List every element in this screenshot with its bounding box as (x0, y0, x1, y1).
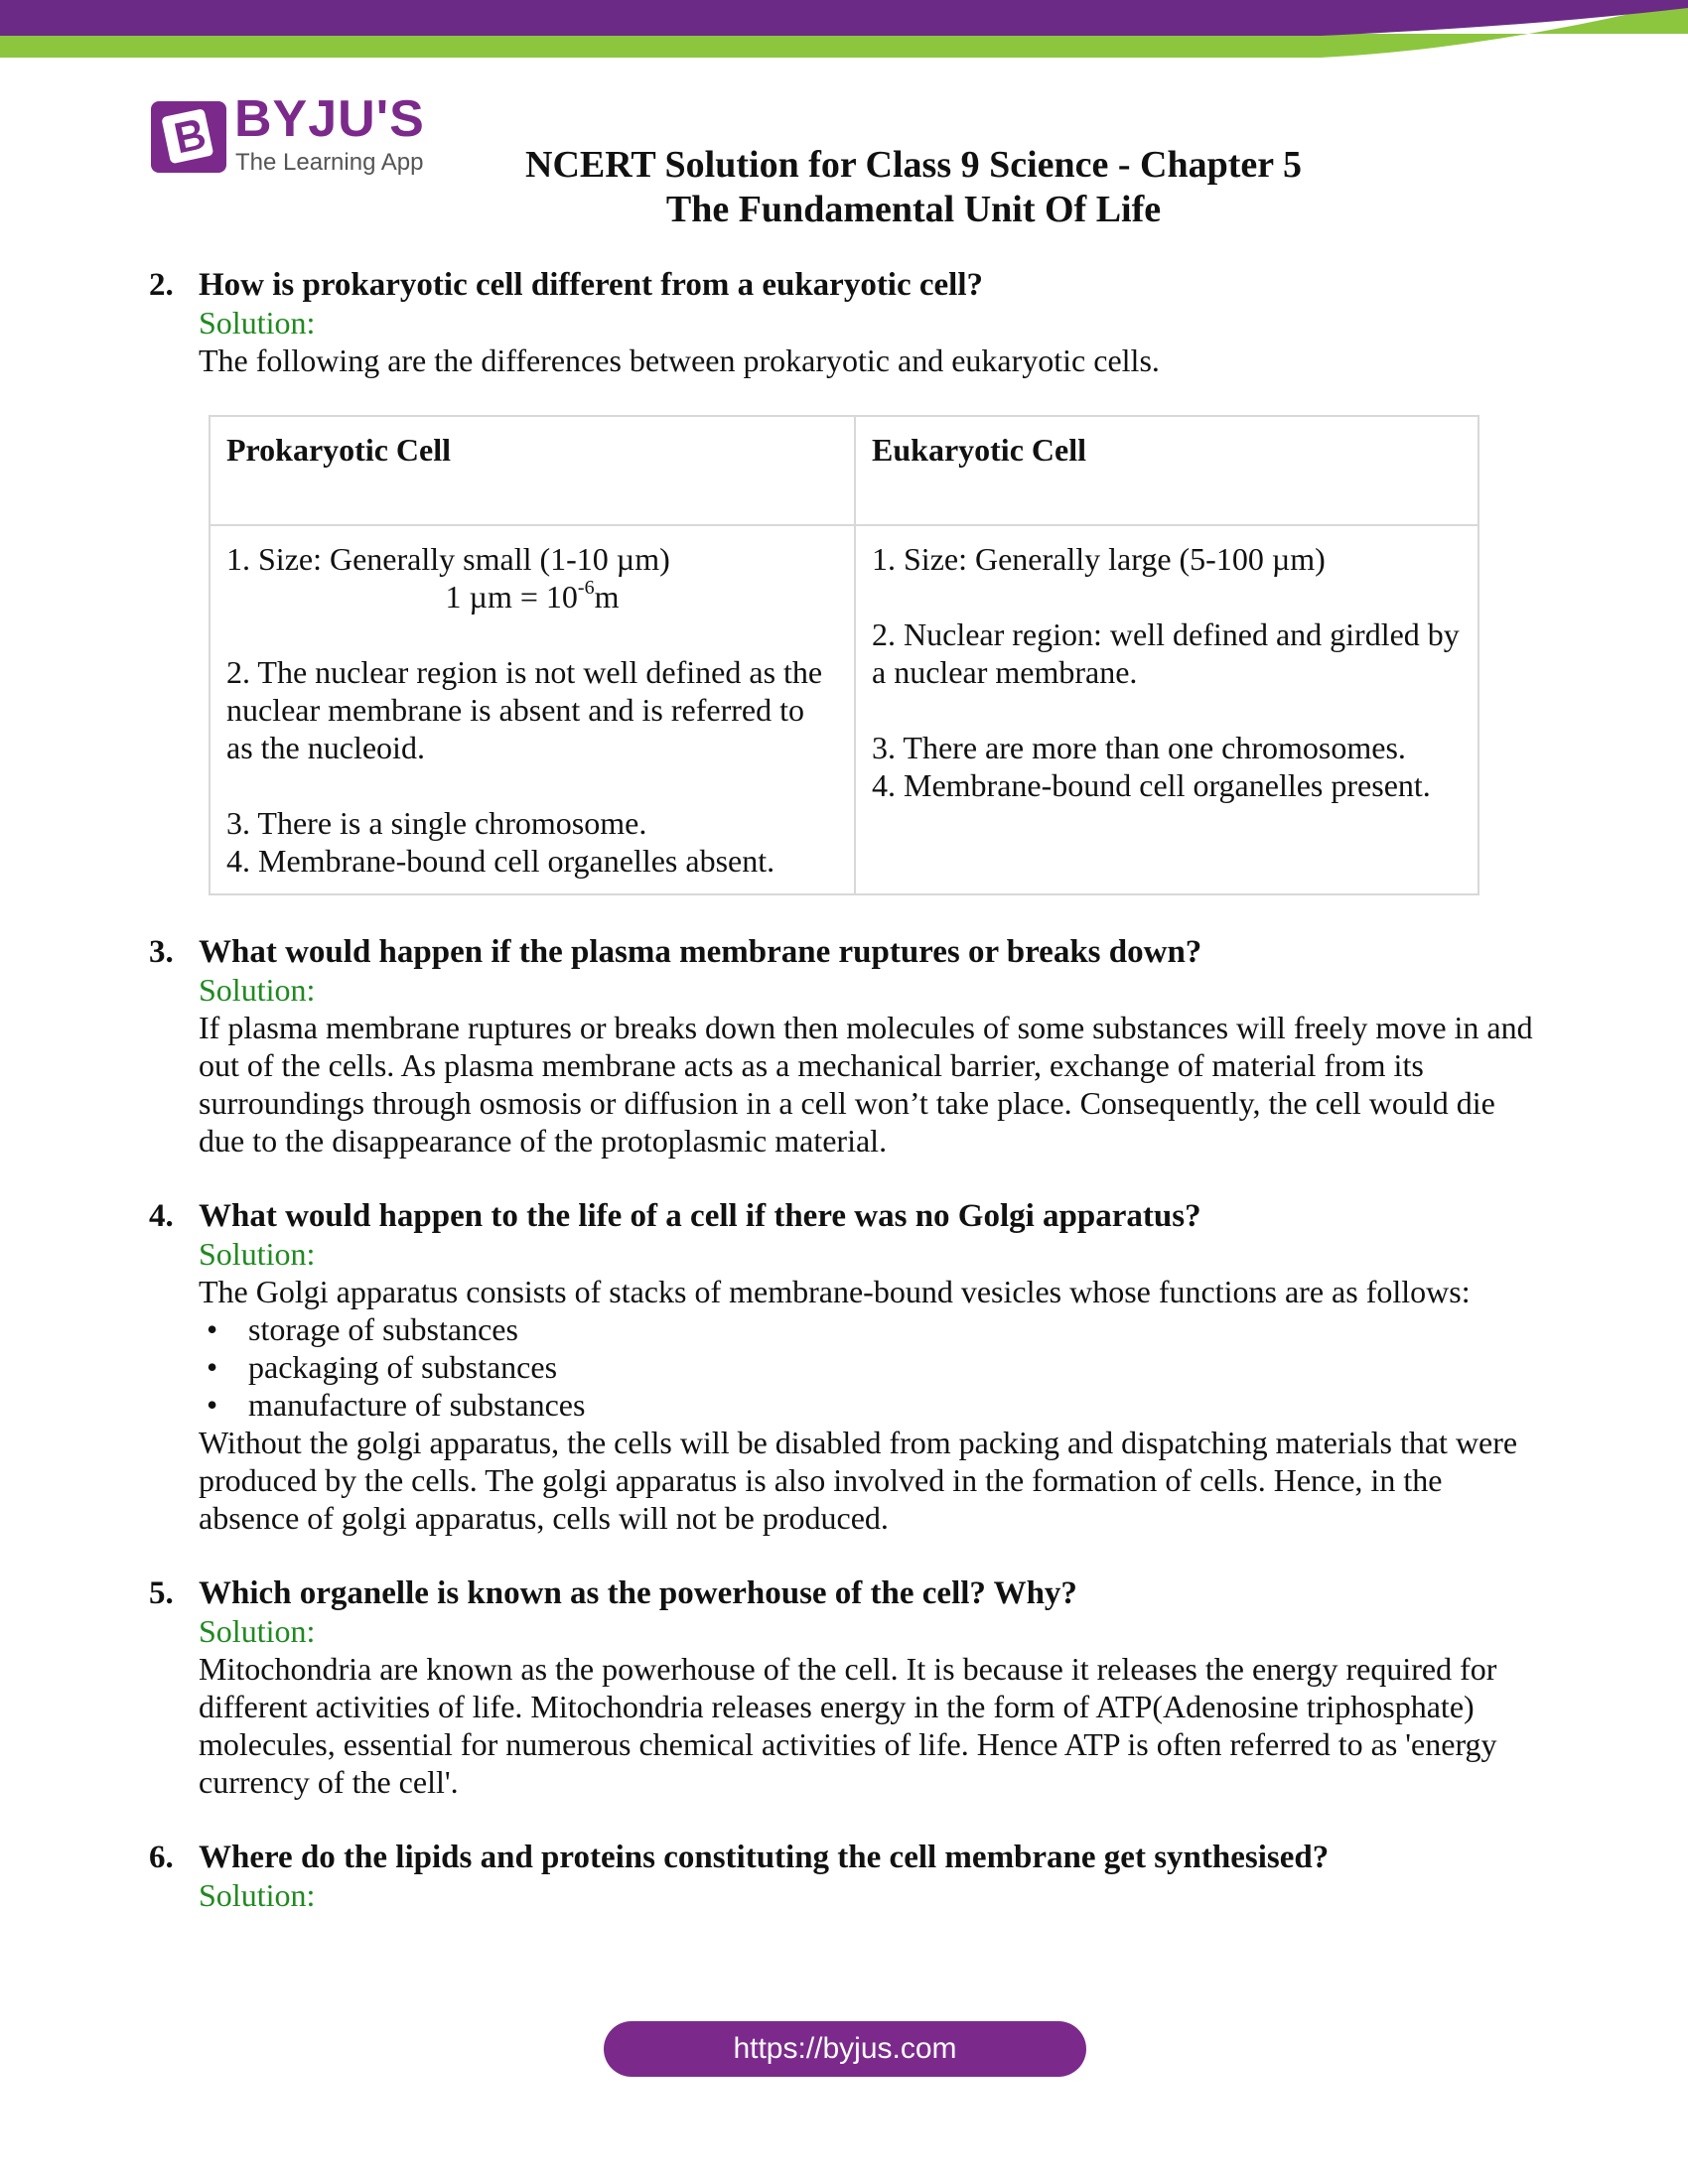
table-row (210, 525, 1478, 894)
question-5 (149, 1574, 1539, 1801)
solution-label: Solution: (199, 1236, 316, 1272)
answer-text: Without the golgi apparatus, the cells will be disabled from packing and dispatching materials that were produced by the cells. The golgi apparatus is also involved in the formation of cells. Hence, in the absence of golgi apparatus, cells will not be produced. (199, 1425, 1518, 1536)
byjus-logo-icon (149, 97, 228, 177)
bullet-icon: • (207, 1387, 218, 1423)
eukaryotic-size: 1. Size: Generally large (5-100 µm) (872, 541, 1326, 577)
eukaryotic-organelles: 4. Membrane-bound cell organelles present. (872, 767, 1431, 803)
question-text: What would happen to the life of a cell if there was no Golgi apparatus? (199, 1198, 1201, 1234)
list-item (199, 1310, 1539, 1348)
solution-label: Solution: (199, 305, 316, 341)
logo-tagline: The Learning App (235, 149, 424, 176)
questions-list (149, 266, 1539, 1952)
question-number: 3. (149, 934, 174, 970)
title-line-1: NCERT Solution for Class 9 Science - Chapter 5 (525, 144, 1302, 186)
list-item-text: storage of substances (248, 1311, 518, 1347)
conversion-base: 1 µm = 10 (445, 579, 578, 614)
list-item-text: packaging of substances (248, 1349, 558, 1385)
question-text: What would happen if the plasma membrane ruptures or breaks down? (199, 934, 1202, 970)
solution-label: Solution: (199, 972, 316, 1008)
table-header-prokaryotic: Prokaryotic Cell (210, 416, 855, 525)
page-title (457, 143, 1370, 232)
bullet-icon: • (207, 1311, 218, 1347)
byjus-logo (149, 90, 437, 183)
prokaryotic-size-block (226, 540, 838, 615)
question-text: How is prokaryotic cell different from a eukaryotic cell? (199, 267, 984, 303)
question-6 (149, 1839, 1539, 1914)
micrometer-conversion (226, 578, 838, 615)
eukaryotic-nuclear-region: 2. Nuclear region: well defined and girdled by a nuclear membrane. (872, 616, 1460, 690)
prokaryotic-nuclear-region: 2. The nuclear region is not well defined as the nuclear membrane is absent and is referred to as the nucleoid. (226, 654, 823, 765)
question-number: 6. (149, 1840, 174, 1875)
conversion-unit: m (594, 579, 620, 614)
question-3 (149, 933, 1539, 1160)
prokaryotic-cell (210, 525, 855, 894)
table-header-row (210, 416, 1478, 525)
answer-intro: The Golgi apparatus consists of stacks of membrane-bound vesicles whose functions are as follows: (199, 1274, 1471, 1309)
conversion-exponent: -6 (577, 577, 595, 599)
solution-label: Solution: (199, 1613, 316, 1649)
answer-text: Mitochondria are known as the powerhouse of the cell. It is because it releases the energy required for different activities of life. Mitochondria releases energy in the form of ATP(Adenosine triphosphate) molecules, essential for numerous chemical activities of life. Hence ATP is often referred to as 'energy currency of the cell'. (199, 1651, 1497, 1800)
question-text: Which organelle is known as the powerhouse of the cell? Why? (199, 1575, 1077, 1611)
eukaryotic-cell (855, 525, 1478, 894)
list-item-text: manufacture of substances (248, 1387, 586, 1423)
bullet-icon: • (207, 1349, 218, 1385)
question-number: 5. (149, 1575, 174, 1611)
question-2 (149, 266, 1539, 895)
list-item (199, 1386, 1539, 1424)
prokaryotic-organelles: 4. Membrane-bound cell organelles absent. (226, 843, 775, 879)
prokaryotic-size: 1. Size: Generally small (1-10 µm) (226, 541, 670, 577)
question-text: Where do the lipids and proteins constituting the cell membrane get synthesised? (199, 1840, 1330, 1875)
footer-url-link[interactable]: https://byjus.com (604, 2021, 1086, 2077)
comparison-table (209, 415, 1479, 895)
question-4 (149, 1197, 1539, 1537)
title-line-2: The Fundamental Unit Of Life (665, 189, 1162, 230)
answer-text: If plasma membrane ruptures or breaks down then molecules of some substances will freely move in and out of the cells. As plasma membrane acts as a mechanical barrier, exchange of material from its surroundings through osmosis or diffusion in a cell won’t take place. Consequently, the cell would die due to the disappearance of the protoplasmic material. (199, 1010, 1533, 1159)
answer-intro: The following are the differences between prokaryotic and eukaryotic cells. (199, 342, 1160, 378)
prokaryotic-chromosome: 3. There is a single chromosome. (226, 805, 647, 841)
question-number: 2. (149, 267, 174, 303)
solution-label: Solution: (199, 1877, 316, 1913)
list-item (199, 1348, 1539, 1386)
table-header-eukaryotic: Eukaryotic Cell (855, 416, 1478, 525)
eukaryotic-chromosome: 3. There are more than one chromosomes. (872, 730, 1406, 765)
question-number: 4. (149, 1198, 174, 1234)
golgi-functions-list (199, 1310, 1539, 1424)
top-decorative-band (0, 0, 1688, 62)
logo-brand-text: BYJU'S (234, 90, 425, 148)
